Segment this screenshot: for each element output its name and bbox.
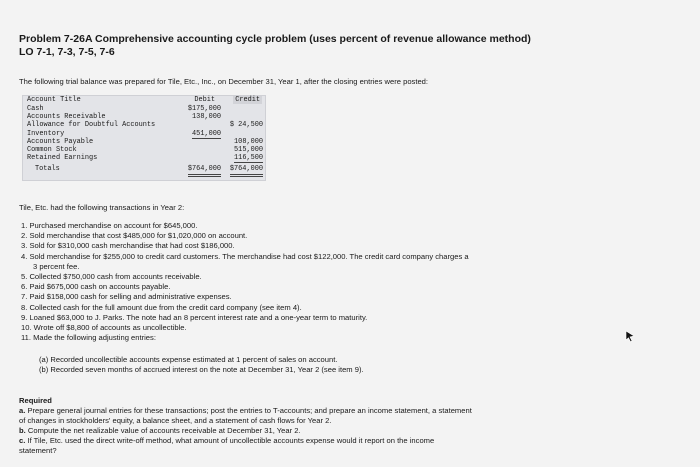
account-name: Cash — [27, 105, 44, 113]
item-letter: b. — [19, 426, 26, 435]
transactions-intro: Tile, Etc. had the following transactions in Year 2: — [19, 203, 185, 212]
account-name: Inventory — [27, 129, 65, 138]
account-name: Accounts Receivable — [27, 113, 106, 122]
account-name: Retained Earnings — [27, 154, 98, 163]
list-item: 3. Sold for $310,000 cash merchandise that had cost $186,000. — [21, 241, 235, 251]
table-row — [23, 146, 265, 154]
list-item: 7. Paid $158,000 cash for selling and administrative expenses. — [21, 292, 232, 302]
list-item: 10. Wrote off $8,800 of accounts as uncollectible. — [21, 323, 187, 333]
list-item: 4. Sold merchandise for $255,000 to credit card customers. The merchandise had cost $122,000. The credit card company charges a — [21, 251, 469, 261]
table-header — [23, 96, 265, 105]
required-c-line1: c. If Tile, Etc. used the direct write-off method, what amount of uncollectible accounts expense would it report on the income — [19, 436, 435, 445]
list-item: 11. Made the following adjusting entries: — [21, 333, 156, 343]
credit-value: 515,000 — [234, 145, 263, 154]
table-row — [23, 121, 265, 129]
item-letter: c. — [19, 436, 26, 445]
table-row — [23, 138, 265, 146]
required-a-line1: a. Prepare general journal entries for these transactions; post the entries to T-accounts; and prepare an income statement, a statement — [19, 406, 472, 415]
list-item: 1. Purchased merchandise on account for $645,000. — [21, 221, 198, 230]
problem-title-text: Problem 7-26A Comprehensive accounting cycle problem (uses percent of revenue allowance method) — [19, 33, 531, 45]
credit-value: 108,000 — [234, 137, 263, 146]
mouse-pointer-icon — [624, 329, 636, 343]
account-name: Common Stock — [27, 145, 77, 154]
header-credit: Credit — [235, 96, 260, 104]
debit-value: 451,000 — [192, 129, 221, 138]
transactions-list — [21, 221, 469, 343]
credit-value: $ 24,500 — [229, 121, 263, 130]
list-item: 8. Collected cash for the full amount due from the credit card company (see item 4). — [21, 302, 302, 312]
header-debit: Debit — [194, 96, 215, 104]
list-item: 2. Sold merchandise that cost $485,000 for $1,020,000 on account. — [21, 231, 248, 241]
required-b: b. Compute the net realizable value of accounts receivable at December 31, Year 2. — [19, 426, 301, 435]
list-item: 5. Collected $750,000 cash from accounts receivable. — [21, 272, 202, 282]
debit-value: $175,000 — [187, 105, 221, 113]
totals-row — [23, 165, 265, 173]
required-a-line2: of changes in stockholders' equity, a balance sheet, and a statement of cash flows for Year 2. — [19, 416, 332, 425]
trial-balance-table — [22, 95, 266, 181]
account-name: Accounts Payable — [27, 137, 94, 146]
list-item: 9. Loaned $63,000 to J. Parks. The note had an 8 percent interest rate and a one-year term to maturity. — [21, 312, 368, 322]
table-row — [23, 113, 265, 121]
list-item-continuation: 3 percent fee. — [33, 261, 80, 271]
adjustment-a: (a) Recorded uncollectible accounts expense estimated at 1 percent of sales on account. — [39, 355, 338, 364]
required-a-text: Prepare general journal entries for these transactions; post the entries to T-accounts; and prepare an income statement, a statement — [25, 406, 472, 415]
totals-credit: $764,000 — [230, 165, 263, 176]
credit-value: 116,500 — [234, 154, 263, 163]
intro-text: The following trial balance was prepared for Tile, Etc., Inc., on December 31, Year 1, after the closing entries were posted: — [19, 77, 429, 86]
table-row — [23, 154, 265, 162]
adjustment-b: (b) Recorded seven months of accrued interest on the note at December 31, Year 2 (see item 9). — [39, 365, 364, 374]
problem-title — [19, 33, 531, 59]
table-row — [23, 105, 265, 113]
table-row — [23, 130, 265, 138]
learning-objectives: LO 7-1, 7-3, 7-5, 7-6 — [19, 46, 115, 58]
account-name: Allowance for Doubtful Accounts — [27, 121, 156, 130]
required-c-line2: statement? — [19, 446, 57, 455]
required-heading: Required — [19, 396, 52, 405]
totals-debit: $764,000 — [188, 165, 221, 176]
header-account-title: Account Title — [27, 96, 81, 104]
totals-label: Totals — [35, 165, 60, 174]
list-item: 6. Paid $675,000 cash on accounts payable. — [21, 282, 171, 292]
debit-value: 138,000 — [192, 113, 221, 122]
